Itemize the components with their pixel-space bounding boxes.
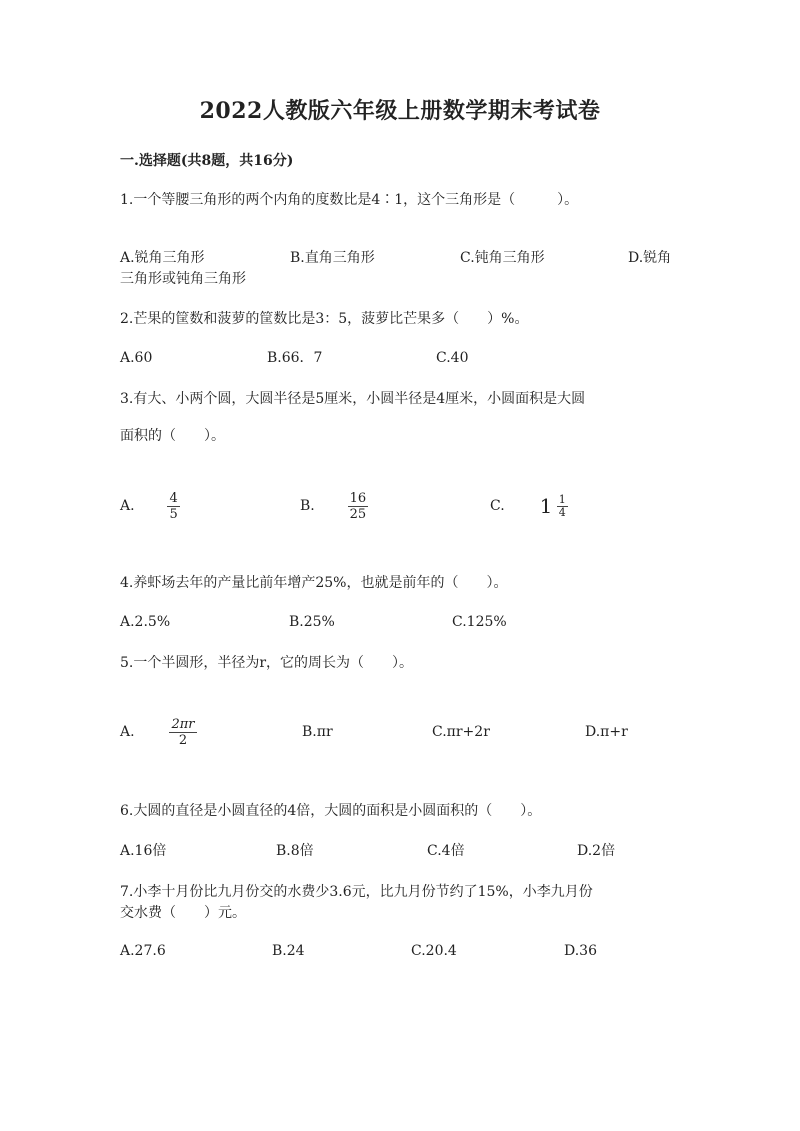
q2-option-b[interactable]: B.66．7: [267, 350, 323, 366]
question-7-line-1: 7.小李十月份比九月份交的水费少3.6元，比九月份节约了15%，小李九月份: [120, 884, 593, 900]
fraction-denominator: 5: [169, 506, 178, 522]
q5-option-a-fraction: [169, 717, 196, 748]
question-3-line-1: 3.有大、小两个圆，大圆半径是5厘米，小圆半径是4厘米，小圆面积是大圆: [120, 391, 586, 407]
mixed-whole: 1: [539, 494, 553, 518]
q1-option-c[interactable]: C.钝角三角形: [460, 250, 545, 266]
q6-option-a[interactable]: A.16倍: [120, 843, 167, 859]
page-title: 2022人教版六年级上册数学期末考试卷: [199, 98, 601, 124]
q3-option-c[interactable]: [490, 488, 568, 524]
question-1: 1.一个等腰三角形的两个内角的度数比是4∶1，这个三角形是（ ）。: [120, 192, 579, 208]
q3-option-b-fraction: [348, 491, 369, 522]
q7-option-a[interactable]: A.27.6: [120, 943, 166, 959]
fraction-numerator: 1: [558, 492, 566, 506]
q3-option-a[interactable]: [120, 488, 180, 524]
question-4: 4.养虾场去年的产量比前年增产25%，也就是前年的（ ）。: [120, 575, 508, 591]
q1-option-a[interactable]: A.锐角三角形: [120, 250, 205, 266]
q3-option-c-mixed-number: [540, 488, 568, 524]
q7-option-d[interactable]: D.36: [564, 943, 597, 959]
q7-option-b[interactable]: B.24: [272, 943, 305, 959]
q3-option-a-fraction: [167, 491, 179, 522]
q4-option-c[interactable]: C.125%: [452, 614, 507, 630]
fraction-numerator: 2πr: [171, 716, 195, 732]
q1-option-d-continued: 三角形或钝角三角形: [120, 271, 246, 287]
question-6: 6.大圆的直径是小圆直径的4倍，大圆的面积是小圆面积的（ ）。: [120, 803, 542, 819]
fraction-numerator: 16: [349, 490, 367, 506]
q1-option-b[interactable]: B.直角三角形: [290, 250, 375, 266]
q6-option-d[interactable]: D.2倍: [577, 843, 616, 859]
question-5: 5.一个半圆形，半径为r，它的周长为（ ）。: [120, 655, 414, 671]
q6-option-b[interactable]: B.8倍: [276, 843, 314, 859]
q4-option-a[interactable]: A.2.5%: [120, 614, 171, 630]
fraction-numerator: 4: [169, 490, 178, 506]
q5-option-a[interactable]: [120, 714, 197, 750]
q4-option-b[interactable]: B.25%: [289, 614, 335, 630]
fraction-denominator: 4: [558, 505, 566, 519]
question-2: 2.芒果的筐数和菠萝的筐数比是3：5，菠萝比芒果多（ ）%。: [120, 311, 529, 327]
fraction-denominator: 2: [178, 732, 188, 748]
q2-option-c[interactable]: C.40: [436, 350, 469, 366]
q1-option-d[interactable]: D.锐角: [628, 250, 672, 266]
q2-option-a[interactable]: A.60: [120, 350, 153, 366]
q5-option-c[interactable]: C.πr+2r: [432, 724, 490, 740]
question-3-line-2: 面积的（ ）。: [120, 428, 225, 444]
question-7-line-2: 交水费（ ）元。: [120, 905, 246, 921]
q7-option-c[interactable]: C.20.4: [411, 943, 457, 959]
q3-option-a-label: A.: [120, 498, 135, 514]
q5-option-d[interactable]: D.π+r: [585, 724, 628, 740]
q3-option-b[interactable]: [300, 488, 368, 524]
q3-option-b-label: B.: [300, 498, 315, 514]
section-heading: 一.选择题(共8题，共16分): [120, 153, 294, 169]
mixed-fraction: [557, 494, 568, 519]
q6-option-c[interactable]: C.4倍: [427, 843, 465, 859]
q5-option-a-label: A.: [120, 724, 135, 740]
q3-option-c-label: C.: [490, 498, 505, 514]
fraction-denominator: 25: [349, 506, 367, 522]
q5-option-b[interactable]: B.πr: [302, 724, 333, 740]
